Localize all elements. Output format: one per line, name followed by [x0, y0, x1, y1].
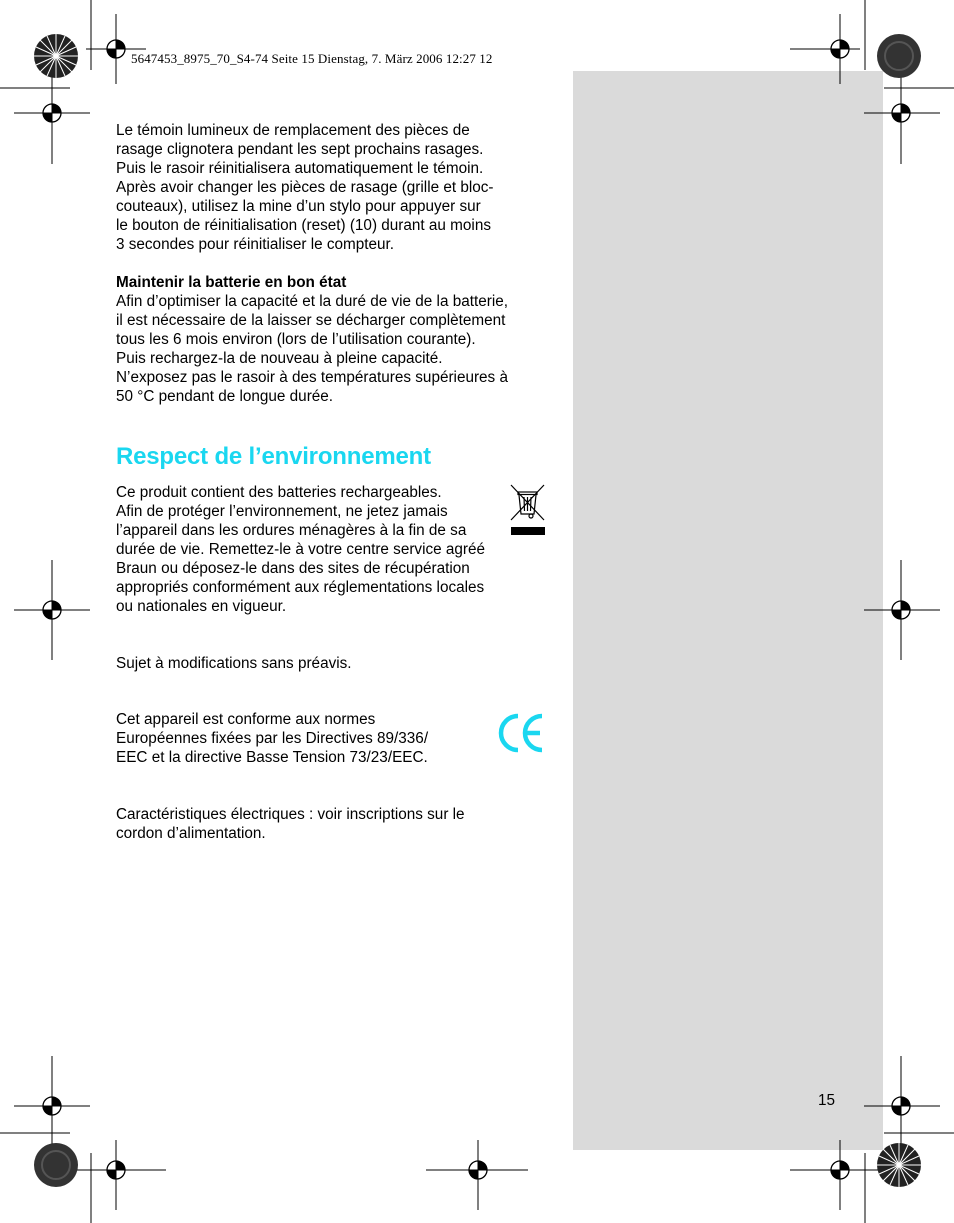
ce-mark-icon: [498, 712, 546, 754]
page-number: 15: [818, 1092, 836, 1109]
main-text-column: [116, 121, 546, 843]
environment-heading: Respect de l’environnement: [116, 443, 431, 470]
battery-title: Maintenir la batterie en bon état: [116, 274, 347, 291]
print-slug-header: 5647453_8975_70_S4-74 Seite 15 Dienstag, 7. März 2006 12:27 12: [131, 51, 493, 66]
crossed-out-wheelie-bin-icon: [509, 483, 547, 537]
battery-section: Maintenir la batterie en bon état Afin d’optimiser la capacité et la duré de vie de la batterie, il est nécessaire de la laisser se décharger complètement tous les 6 mois environ (lors de l’utilisation courante). Puis rechargez-la de nouveau à pleine capacité. N’exposez pas le rasoir à des températures supérieures à 50 °C pendant de longue durée.: [116, 273, 546, 406]
conformity-paragraph: Cet appareil est conforme aux normes Européennes fixées par les Directives 89/336/ EEC et la directive Basse Tension 73/23/EEC.: [116, 711, 429, 766]
environment-paragraph: Ce produit contient des batteries rechargeables. Afin de protéger l’environnement, ne jetez jamais l’appareil dans les ordures ménagères à la fin de sa durée de vie. Remettez-le à votre centre service agréé Braun ou déposez-le dans des sites de récupération appropriés conformément aux réglementations locales ou nationales en vigueur.: [116, 484, 486, 615]
electrical-paragraph: Caractéristiques électriques : voir inscriptions sur le cordon d’alimentation.: [116, 806, 465, 842]
notice-text: Sujet à modifications sans préavis.: [116, 655, 352, 672]
intro-paragraph: Le témoin lumineux de remplacement des pièces de rasage clignotera pendant les sept prochains rasages. Puis le rasoir réinitialisera automatiquement le témoin. Après avoir changer les pièces de rasage (grille et bloc- couteaux), utilisez la mine d’un stylo pour appuyer sur le bouton de réinitialisation (reset) (10) durant au moins 3 secondes pour réinitialiser le compteur.: [116, 122, 494, 253]
